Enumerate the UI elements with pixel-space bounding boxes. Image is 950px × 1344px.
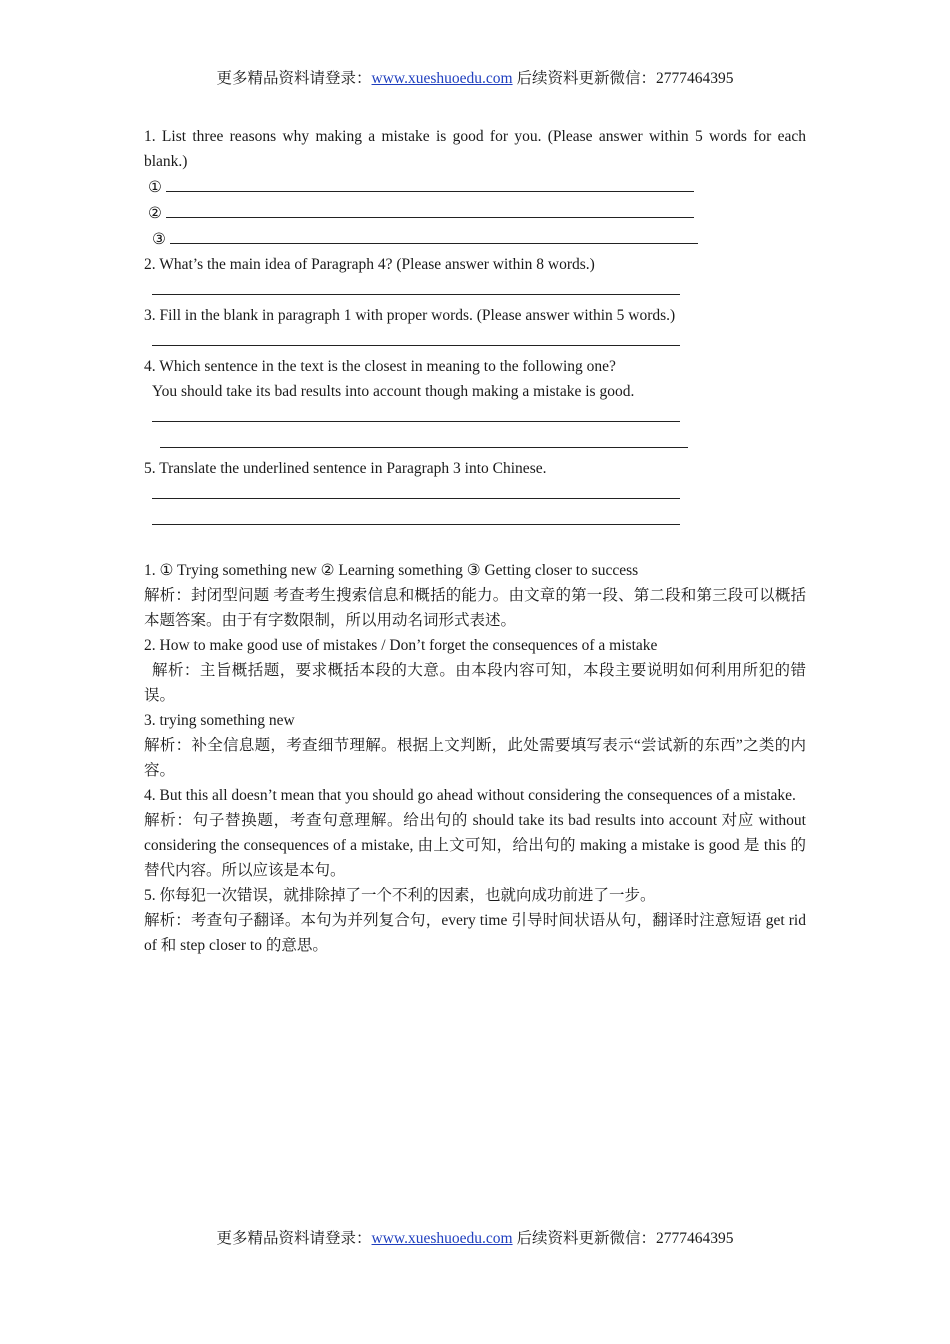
answer-3: 3. trying something new [144,712,295,729]
blank-line [166,174,694,192]
header-suffix: 后续资料更新微信：2777464395 [512,70,734,87]
answer-1: 1. ① Trying something new ② Learning something ③ Getting closer to success [144,562,639,579]
section-gap [144,533,806,558]
blank-line [166,200,694,218]
answer-blank-q5a[interactable] [144,481,806,507]
answer-blank-q5b[interactable] [144,507,806,533]
question-4-sentence: You should take its bad results into account though making a mistake is good. [152,383,635,400]
answer-blank-1[interactable] [144,174,806,200]
blank-line [152,328,680,346]
answer-4: 4. But this all doesn’t mean that you should go ahead without considering the consequences of a mistake. [144,787,796,804]
answer-4-note: 解析：句子替换题，考查句意理解。给出句的 should take its bad results into account 对应 without considering the consequences of a mistake, 由上文可知，给出句的 making a mistake is good 是 this 的替代内容。所以应该是本句。 [144,812,806,879]
page-footer [0,1226,950,1248]
header-prefix: 更多精品资料请登录： [216,70,372,87]
answer-blank-2[interactable] [144,200,806,226]
question-3: 3. Fill in the blank in paragraph 1 with proper words. (Please answer within 5 words.) [144,307,676,324]
answer-2-note: 解析：主旨概括题，要求概括本段的大意。由本段内容可知，本段主要说明如何利用所犯的错误。 [144,662,806,704]
answer-5-note: 解析：考查句子翻译。本句为并列复合句，every time 引导时间状语从句，翻译时注意短语 get rid of 和 step closer to 的意思。 [144,912,806,954]
blank-line [152,277,680,295]
question-1: 1. List three reasons why making a mistake is good for you. (Please answer within 5 words for each blank.) [144,128,806,170]
footer-prefix: 更多精品资料请登录： [216,1230,372,1247]
blank-line [152,481,680,499]
worksheet-content [144,124,806,958]
footer-suffix: 后续资料更新微信：2777464395 [512,1230,734,1247]
answer-2: 2. How to make good use of mistakes / Don’t forget the consequences of a mistake [144,637,658,654]
blank-marker-3: ③ [152,231,166,248]
answer-blank-q4a[interactable] [144,404,806,430]
answer-3-note: 解析：补全信息题，考查细节理解。根据上文判断，此处需要填写表示“尝试新的东西”之类的内容。 [144,737,806,779]
question-4: 4. Which sentence in the text is the closest in meaning to the following one? [144,358,616,375]
blank-line [152,507,680,525]
answer-5: 5. 你每犯一次错误，就排除掉了一个不利的因素，也就向成功前进了一步。 [144,887,656,904]
blank-line [170,226,698,244]
answer-1-note: 解析：封闭型问题 考查考生搜索信息和概括的能力。由文章的第一段、第二段和第三段可以概括本题答案。由于有字数限制，所以用动名词形式表述。 [144,587,806,629]
question-2: 2. What’s the main idea of Paragraph 4? (Please answer within 8 words.) [144,256,595,273]
footer-website-link[interactable]: www.xueshuoedu.com [371,1230,513,1247]
question-5: 5. Translate the underlined sentence in Paragraph 3 into Chinese. [144,460,547,477]
blank-line [160,430,688,448]
blank-line [152,404,680,422]
answer-blank-3[interactable] [144,226,806,252]
header-website-link[interactable]: www.xueshuoedu.com [371,70,513,87]
answer-blank-q3[interactable] [144,328,806,354]
blank-marker-1: ① [148,179,162,196]
answer-blank-q4b[interactable] [144,430,806,456]
page-header [0,66,950,88]
blank-marker-2: ② [148,205,162,222]
answer-blank-q2[interactable] [144,277,806,303]
